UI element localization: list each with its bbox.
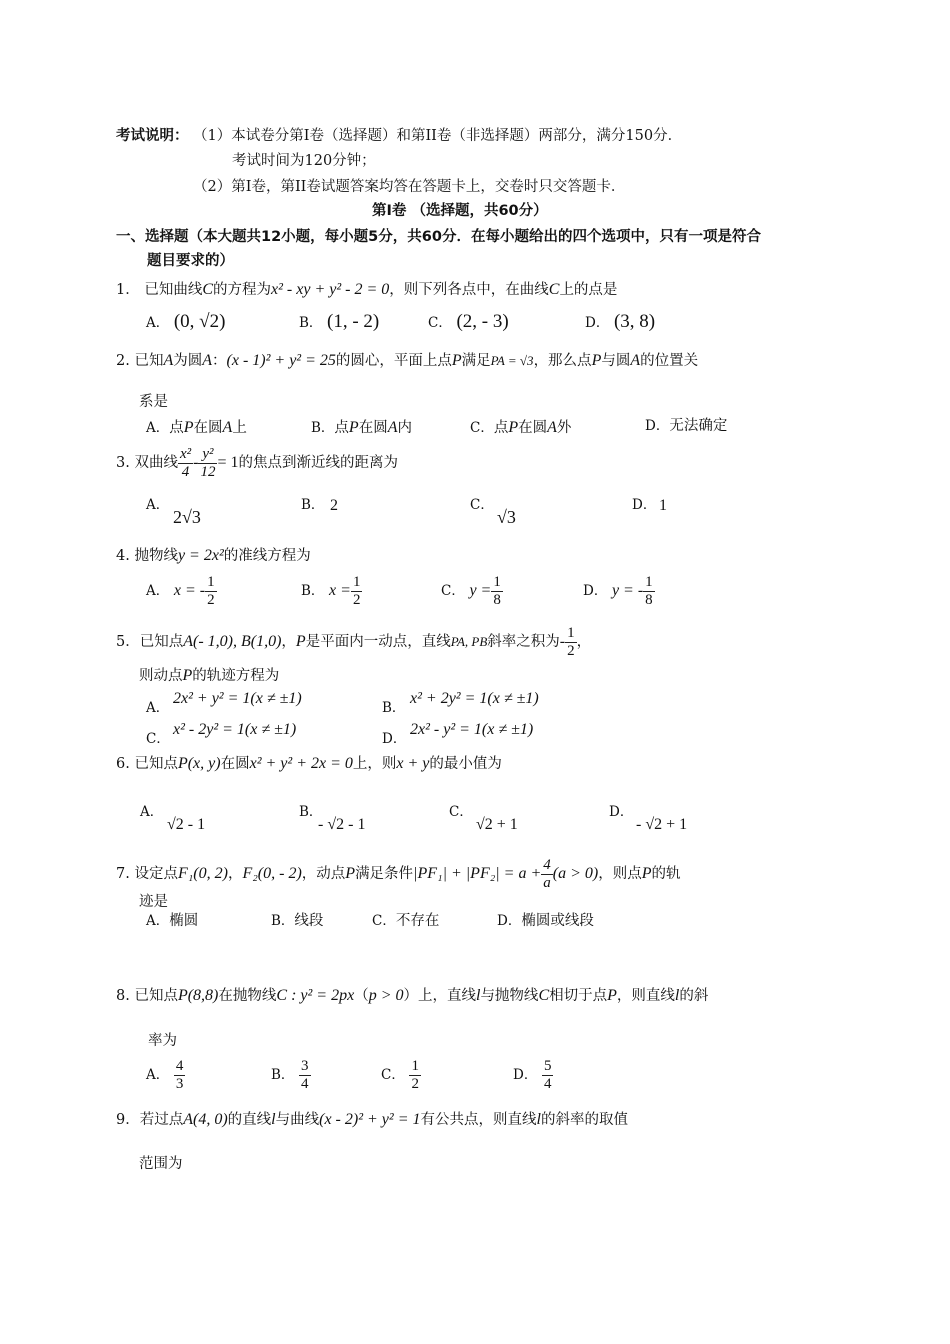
math: l bbox=[536, 1111, 541, 1128]
stem-text: ，动点 bbox=[301, 866, 346, 882]
stem-text: 的方程为 bbox=[213, 282, 272, 298]
question-number: 8. bbox=[116, 988, 130, 1004]
option-label: A． bbox=[146, 420, 170, 436]
option-c-label: C． bbox=[146, 731, 170, 747]
fraction bbox=[643, 574, 655, 608]
option-label: D． bbox=[585, 315, 610, 331]
question-3 bbox=[116, 446, 398, 480]
option-text: 点 bbox=[334, 420, 349, 436]
option-b-value: x² + 2y² = 1(x ≠ ±1) bbox=[410, 690, 539, 707]
denominator: 4 bbox=[181, 463, 190, 480]
stem-text: 设定点 bbox=[134, 866, 178, 882]
option-a-label: A． bbox=[146, 700, 170, 716]
option-value: 线段 bbox=[294, 913, 324, 929]
question-number: 3. bbox=[116, 455, 130, 471]
fraction bbox=[351, 574, 363, 608]
option-label: C． bbox=[381, 1067, 405, 1083]
stem-text: ，那么点 bbox=[533, 353, 592, 369]
stem-text: 的轨 bbox=[651, 866, 681, 882]
stem-text: ， bbox=[576, 634, 592, 650]
numerator: 1 bbox=[352, 574, 361, 590]
question-7 bbox=[116, 857, 681, 891]
denominator: 2 bbox=[411, 1075, 419, 1092]
question-2 bbox=[116, 351, 698, 370]
option-c bbox=[428, 311, 509, 334]
denominator: 2 bbox=[567, 642, 575, 659]
option-c bbox=[441, 574, 503, 608]
stem-text: 与曲线 bbox=[275, 1112, 320, 1128]
option-c bbox=[381, 1058, 421, 1092]
fraction bbox=[299, 1058, 311, 1092]
option-c bbox=[470, 418, 571, 437]
math: x = - bbox=[173, 582, 206, 599]
option-b-label: B． bbox=[299, 804, 323, 820]
option-label: B． bbox=[299, 315, 323, 331]
math: A bbox=[387, 419, 398, 436]
section-heading-line-1: 一、选择题（本大题共12小题，每小题5分，共60分．在每小题给出的四个选项中，只有一项是符合 bbox=[116, 229, 761, 245]
option-text: 外 bbox=[556, 420, 572, 436]
fraction bbox=[409, 1058, 421, 1092]
stem-text: 与圆 bbox=[601, 353, 631, 369]
math: p > 0 bbox=[368, 987, 404, 1004]
math: C bbox=[538, 987, 550, 1004]
denominator: a bbox=[543, 874, 551, 891]
option-value: (3, 8) bbox=[613, 311, 656, 332]
math: (a > 0) bbox=[552, 865, 599, 882]
option-text: 点 bbox=[169, 420, 184, 436]
instructions-line-2: 考试时间为120分钟； bbox=[232, 153, 376, 169]
instructions-line-3: （2）第Ⅰ卷，第ⅠⅠ卷试题答案均答在答题卡上，交卷时只交答题卡． bbox=[193, 179, 626, 195]
stem-text: 已知点 bbox=[134, 756, 178, 772]
option-label: B． bbox=[271, 1067, 295, 1083]
option-b-label: B． bbox=[301, 497, 325, 513]
math: l bbox=[271, 1111, 276, 1128]
option-text: 无法确定 bbox=[669, 418, 728, 434]
stem-text: 的位置关 bbox=[640, 353, 699, 369]
option-b bbox=[311, 418, 412, 437]
option-value: 椭圆 bbox=[169, 913, 199, 929]
numerator: 1 bbox=[645, 574, 653, 590]
section-heading-line-2: 题目要求的） bbox=[147, 253, 234, 269]
stem-text: ，则点 bbox=[598, 866, 642, 882]
stem-text: ， bbox=[227, 866, 243, 882]
math: l bbox=[674, 987, 680, 1004]
option-value: 椭圆或线段 bbox=[521, 913, 594, 929]
math: A bbox=[222, 419, 233, 436]
stem-text: 则动点 bbox=[139, 668, 183, 684]
question-number: 9． bbox=[116, 1112, 140, 1128]
option-label: A． bbox=[146, 315, 170, 331]
math-equation: x² - xy + y² - 2 = 0 bbox=[271, 281, 390, 298]
question-number: 5． bbox=[116, 634, 140, 650]
option-text: 上 bbox=[232, 420, 247, 436]
question-9-continuation: 范围为 bbox=[139, 1156, 183, 1172]
option-a bbox=[146, 913, 198, 930]
denominator: 4 bbox=[543, 1075, 552, 1092]
option-label: D． bbox=[513, 1067, 538, 1083]
option-value: (0, √2) bbox=[173, 311, 226, 332]
option-label: D． bbox=[645, 418, 670, 434]
option-text: 在圆 bbox=[193, 420, 223, 436]
numerator: 3 bbox=[301, 1058, 309, 1074]
numerator: y² bbox=[198, 446, 217, 464]
option-text: 内 bbox=[397, 420, 412, 436]
stem-text: （ bbox=[354, 988, 369, 1004]
math: A bbox=[163, 352, 174, 369]
stem-text: 若过点 bbox=[139, 1112, 184, 1128]
numerator: 1 bbox=[567, 625, 575, 641]
option-c-value: √3 bbox=[497, 507, 516, 527]
option-value: 不存在 bbox=[395, 913, 440, 929]
fraction bbox=[491, 574, 503, 608]
math: P(x, y) bbox=[177, 755, 221, 772]
stem-text: 满足条件 bbox=[355, 866, 414, 882]
stem-text: ： bbox=[212, 353, 227, 369]
option-d-value: - √2 + 1 bbox=[636, 816, 688, 833]
math: P bbox=[182, 667, 193, 684]
math: x + y bbox=[396, 755, 430, 772]
math: P bbox=[451, 352, 462, 369]
math: PA = √3 bbox=[490, 353, 534, 368]
math: y = - bbox=[611, 582, 644, 599]
math-equation: |PF₁| + |PF₂| = a + bbox=[413, 865, 542, 882]
option-b-label: B． bbox=[382, 700, 406, 716]
stem-text: 已知点 bbox=[139, 634, 184, 650]
stem-text: 相切于点 bbox=[549, 988, 608, 1004]
option-c-label: C． bbox=[449, 804, 473, 820]
numerator: 1 bbox=[207, 574, 215, 590]
option-label: D． bbox=[497, 913, 522, 929]
fraction bbox=[198, 446, 217, 480]
option-d-label: D． bbox=[382, 731, 407, 747]
question-7-continuation: 迹是 bbox=[139, 894, 168, 910]
question-8 bbox=[116, 986, 708, 1005]
math-equation: (x - 1)² + y² = 25 bbox=[226, 352, 336, 369]
numerator: 4 bbox=[543, 857, 551, 873]
denominator: 12 bbox=[200, 463, 216, 480]
numerator: 5 bbox=[543, 1058, 552, 1074]
option-a-value: 2x² + y² = 1(x ≠ ±1) bbox=[173, 690, 302, 707]
denominator: 8 bbox=[645, 591, 653, 608]
option-label: D． bbox=[583, 583, 608, 599]
option-b-value: - √2 - 1 bbox=[318, 816, 366, 833]
option-label: A． bbox=[146, 583, 170, 599]
stem-text: 是平面内一动点，直线 bbox=[305, 634, 451, 650]
option-c-value: √2 + 1 bbox=[476, 816, 518, 833]
question-6 bbox=[116, 754, 502, 773]
question-5-continuation bbox=[139, 666, 279, 685]
stem-text: 与抛物线 bbox=[480, 988, 539, 1004]
stem-text: 上，则 bbox=[352, 756, 397, 772]
fraction bbox=[174, 1058, 186, 1092]
math: PA, PB bbox=[450, 634, 488, 649]
math: P bbox=[641, 865, 652, 882]
math: P bbox=[508, 419, 519, 436]
math: = 1 bbox=[217, 454, 239, 471]
option-value: (1, - 2) bbox=[327, 311, 380, 332]
question-5 bbox=[116, 625, 591, 659]
option-label: A． bbox=[146, 913, 170, 929]
math: P bbox=[591, 352, 602, 369]
math: F₂(0, - 2) bbox=[242, 865, 302, 882]
denominator: 2 bbox=[207, 591, 215, 608]
option-b bbox=[301, 574, 362, 608]
stem-text: ，则直线 bbox=[616, 988, 675, 1004]
math-equation: x² + y² + 2x = 0 bbox=[249, 755, 353, 772]
option-a bbox=[146, 418, 247, 437]
stem-text: 的准线方程为 bbox=[223, 548, 311, 564]
option-a bbox=[146, 574, 217, 608]
option-c-value: x² - 2y² = 1(x ≠ ±1) bbox=[173, 721, 297, 738]
math: A bbox=[547, 419, 557, 436]
numerator: x² bbox=[179, 446, 192, 462]
stem-text: 在圆 bbox=[220, 756, 250, 772]
math: x = bbox=[329, 582, 351, 599]
option-label: C． bbox=[372, 913, 396, 929]
option-label: C． bbox=[441, 583, 465, 599]
stem-text: 已知点 bbox=[134, 988, 178, 1004]
math: P bbox=[348, 419, 359, 436]
stem-text: 的轨迹方程为 bbox=[192, 668, 280, 684]
math: l bbox=[475, 987, 481, 1004]
math: A(4, 0) bbox=[183, 1111, 228, 1128]
option-d-label: D． bbox=[609, 804, 634, 820]
question-1 bbox=[116, 280, 617, 299]
option-c bbox=[372, 913, 439, 930]
question-8-continuation: 率为 bbox=[148, 1033, 177, 1049]
option-text: 在圆 bbox=[358, 420, 388, 436]
option-a-label: A． bbox=[140, 804, 164, 820]
stem-text: 双曲线 bbox=[134, 455, 178, 471]
stem-text: 的最小值为 bbox=[429, 756, 502, 772]
option-d bbox=[645, 418, 727, 435]
math-equation: y = 2x² bbox=[177, 547, 224, 564]
math: - bbox=[193, 454, 199, 471]
option-d-label: D． bbox=[632, 497, 657, 513]
stem-text: 在抛物线 bbox=[218, 988, 277, 1004]
stem-text: 抛物线 bbox=[134, 548, 178, 564]
stem-text: 已知曲线 bbox=[144, 282, 203, 298]
denominator: 2 bbox=[352, 591, 361, 608]
stem-text: 的焦点到渐近线的距离为 bbox=[238, 455, 398, 471]
question-number: 4. bbox=[116, 548, 130, 564]
option-d bbox=[497, 913, 594, 930]
stem-text: 斜率之积为 bbox=[487, 634, 560, 650]
stem-text: 的斜率的取值 bbox=[540, 1112, 628, 1128]
denominator: 4 bbox=[301, 1075, 309, 1092]
math: P bbox=[345, 865, 356, 882]
question-number: 1． bbox=[116, 282, 140, 298]
numerator: 1 bbox=[493, 574, 501, 590]
option-text: 在圆 bbox=[518, 420, 548, 436]
option-b-value: 2 bbox=[330, 497, 338, 514]
part-title: 第Ⅰ卷 （选择题，共60分） bbox=[372, 203, 548, 219]
option-label: B． bbox=[311, 420, 335, 436]
stem-text: 的圆心，平面上点 bbox=[335, 353, 452, 369]
option-a-value: 2√3 bbox=[173, 507, 201, 527]
option-b bbox=[271, 913, 323, 930]
option-c-label: C． bbox=[470, 497, 494, 513]
fraction bbox=[542, 1058, 554, 1092]
fraction bbox=[205, 574, 217, 608]
stem-text: 上的点是 bbox=[559, 282, 618, 298]
question-2-continuation: 系是 bbox=[139, 394, 168, 410]
option-b bbox=[271, 1058, 311, 1092]
stem-text: 的直线 bbox=[227, 1112, 272, 1128]
option-a-label: A． bbox=[146, 497, 170, 513]
fraction bbox=[178, 446, 193, 480]
question-number: 6. bbox=[116, 756, 130, 772]
option-b bbox=[299, 311, 379, 334]
question-4 bbox=[116, 546, 311, 565]
fraction bbox=[541, 857, 553, 891]
stem-text: 的斜 bbox=[679, 988, 709, 1004]
fraction bbox=[565, 625, 577, 659]
math: P bbox=[183, 419, 194, 436]
math: P(8,8) bbox=[177, 987, 219, 1004]
denominator: 3 bbox=[175, 1075, 184, 1092]
stem-text: 满足 bbox=[461, 353, 491, 369]
math-equation: C : y² = 2px bbox=[276, 987, 355, 1004]
math: C bbox=[202, 281, 214, 298]
option-a bbox=[146, 1058, 185, 1092]
math: y = bbox=[469, 582, 492, 599]
stem-text: ）上，直线 bbox=[403, 988, 476, 1004]
option-d bbox=[583, 574, 655, 608]
stem-text: ， bbox=[281, 634, 296, 650]
option-d bbox=[513, 1058, 553, 1092]
math: F₁(0, 2) bbox=[177, 865, 228, 882]
math: - bbox=[559, 633, 566, 650]
math: P bbox=[295, 633, 306, 650]
option-d bbox=[585, 311, 655, 334]
stem-text: ，则下列各点中，在曲线 bbox=[389, 282, 549, 298]
math: C bbox=[548, 281, 560, 298]
math: A bbox=[202, 352, 213, 369]
question-number: 2. bbox=[116, 353, 130, 369]
numerator: 1 bbox=[411, 1058, 419, 1074]
stem-text: 为圆 bbox=[173, 353, 203, 369]
math-equation: (x - 2)² + y² = 1 bbox=[319, 1111, 421, 1128]
instructions-line-1: （1）本试卷分第Ⅰ卷（选择题）和第ⅠⅠ卷（非选择题）两部分，满分150分． bbox=[193, 128, 683, 144]
option-a-value: √2 - 1 bbox=[167, 816, 206, 833]
option-label: A． bbox=[146, 1067, 170, 1083]
math: P bbox=[607, 987, 617, 1004]
option-label: C． bbox=[470, 420, 494, 436]
option-a bbox=[146, 311, 225, 334]
option-d-value: 2x² - y² = 1(x ≠ ±1) bbox=[410, 721, 534, 738]
option-text: 点 bbox=[493, 420, 509, 436]
option-label: B． bbox=[271, 913, 295, 929]
numerator: 4 bbox=[175, 1058, 184, 1074]
option-d-value: 1 bbox=[659, 497, 667, 514]
option-label: C． bbox=[428, 315, 452, 331]
question-9 bbox=[116, 1110, 628, 1129]
option-label: B． bbox=[301, 583, 325, 599]
instructions-label: 考试说明： bbox=[116, 128, 189, 144]
stem-text: 有公共点，则直线 bbox=[420, 1112, 537, 1128]
question-number: 7. bbox=[116, 866, 130, 882]
option-value: (2, - 3) bbox=[456, 311, 509, 332]
stem-text: 已知 bbox=[134, 353, 164, 369]
math: A(- 1,0), B(1,0) bbox=[183, 633, 282, 650]
math: A bbox=[630, 352, 641, 369]
denominator: 8 bbox=[493, 591, 501, 608]
